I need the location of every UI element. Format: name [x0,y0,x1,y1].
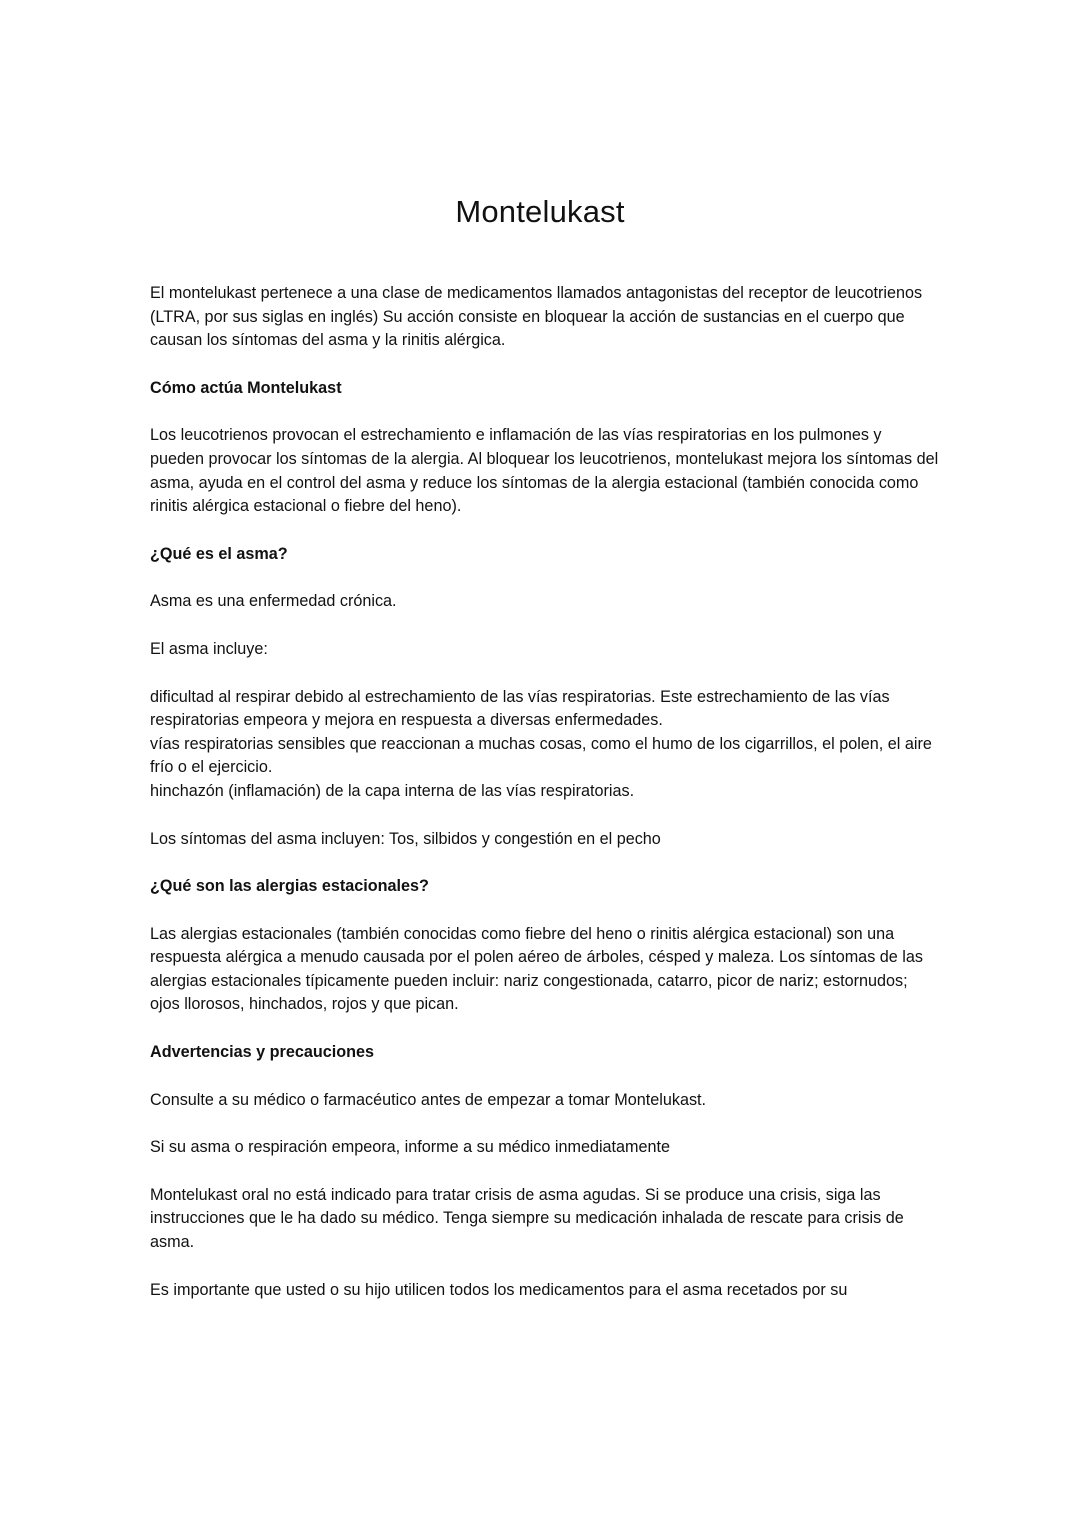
heading-advertencias: Advertencias y precauciones [150,1043,375,1062]
heading-alergias-estacionales: ¿Qué son las alergias estacionales? [150,877,429,896]
list-item-dificultad: dificultad al respirar debido al estrechamiento de las vías respiratorias. Este estrechamiento de las vías respiratorias empeora y mejora en respuesta a diversas enfermedades. [150,687,890,730]
list-item-vias-sensibles: vías respiratorias sensibles que reaccionan a muchas cosas, como el humo de los cigarrillos, el polen, el aire frío o el ejercicio. [150,734,932,777]
paragraph-consulte: Consulte a su médico o farmacéutico antes de empezar a tomar Montelukast. [150,1090,707,1109]
document-body [150,282,940,1326]
paragraph-alergias-estacionales: Las alergias estacionales (también conocidas como fiebre del heno o rinitis alérgica estacional) son una respuesta alérgica a menudo causada por el polen aéreo de árboles, césped y maleza. Los síntomas de las alergias estacionales típicamente pueden incluir: nariz congestionada, catarro, picor de nariz; estornudos; ojos llorosos, hinchados, rojos y que pican. [150,924,923,1014]
heading-como-actua: Cómo actúa Montelukast [150,378,342,397]
paragraph-intro: El montelukast pertenece a una clase de medicamentos llamados antagonistas del receptor de leucotrienos (LTRA, por sus siglas en inglés) Su acción consiste en bloquear la acción de sustancias en el cuerpo que causan los síntomas del asma y la rinitis alérgica. [150,284,923,350]
paragraph-asma-definicion: Asma es una enfermedad crónica. [150,592,397,611]
page-title: Montelukast [455,194,625,229]
paragraph-crisis: Montelukast oral no está indicado para tratar crisis de asma agudas. Si se produce una crisis, siga las instrucciones que le ha dado su médico. Tenga siempre su medicación inhalada de rescate para crisis de asma. [150,1185,904,1252]
heading-que-es-asma: ¿Qué es el asma? [150,544,288,563]
paragraph-sintomas-asma: Los síntomas del asma incluyen: Tos, silbidos y congestión en el pecho [150,829,661,848]
paragraph-como-actua: Los leucotrienos provocan el estrechamiento e inflamación de las vías respiratorias en los pulmones y pueden provocar los síntomas de la alergia. Al bloquear los leucotrienos, montelukast mejora los síntomas del asma, ayuda en el control del asma y reduce los síntomas de la alergia estacional (también conocida como rinitis alérgica estacional o fiebre del heno). [150,426,939,516]
paragraph-empeora: Si su asma o respiración empeora, informe a su médico inmediatamente [150,1138,671,1157]
paragraph-importante: Es importante que usted o su hijo utilicen todos los medicamentos para el asma recetados por su [150,1280,848,1299]
list-item-hinchazon: hinchazón (inflamación) de la capa interna de las vías respiratorias. [150,781,635,800]
paragraph-asma-incluye: El asma incluye: [150,639,268,658]
